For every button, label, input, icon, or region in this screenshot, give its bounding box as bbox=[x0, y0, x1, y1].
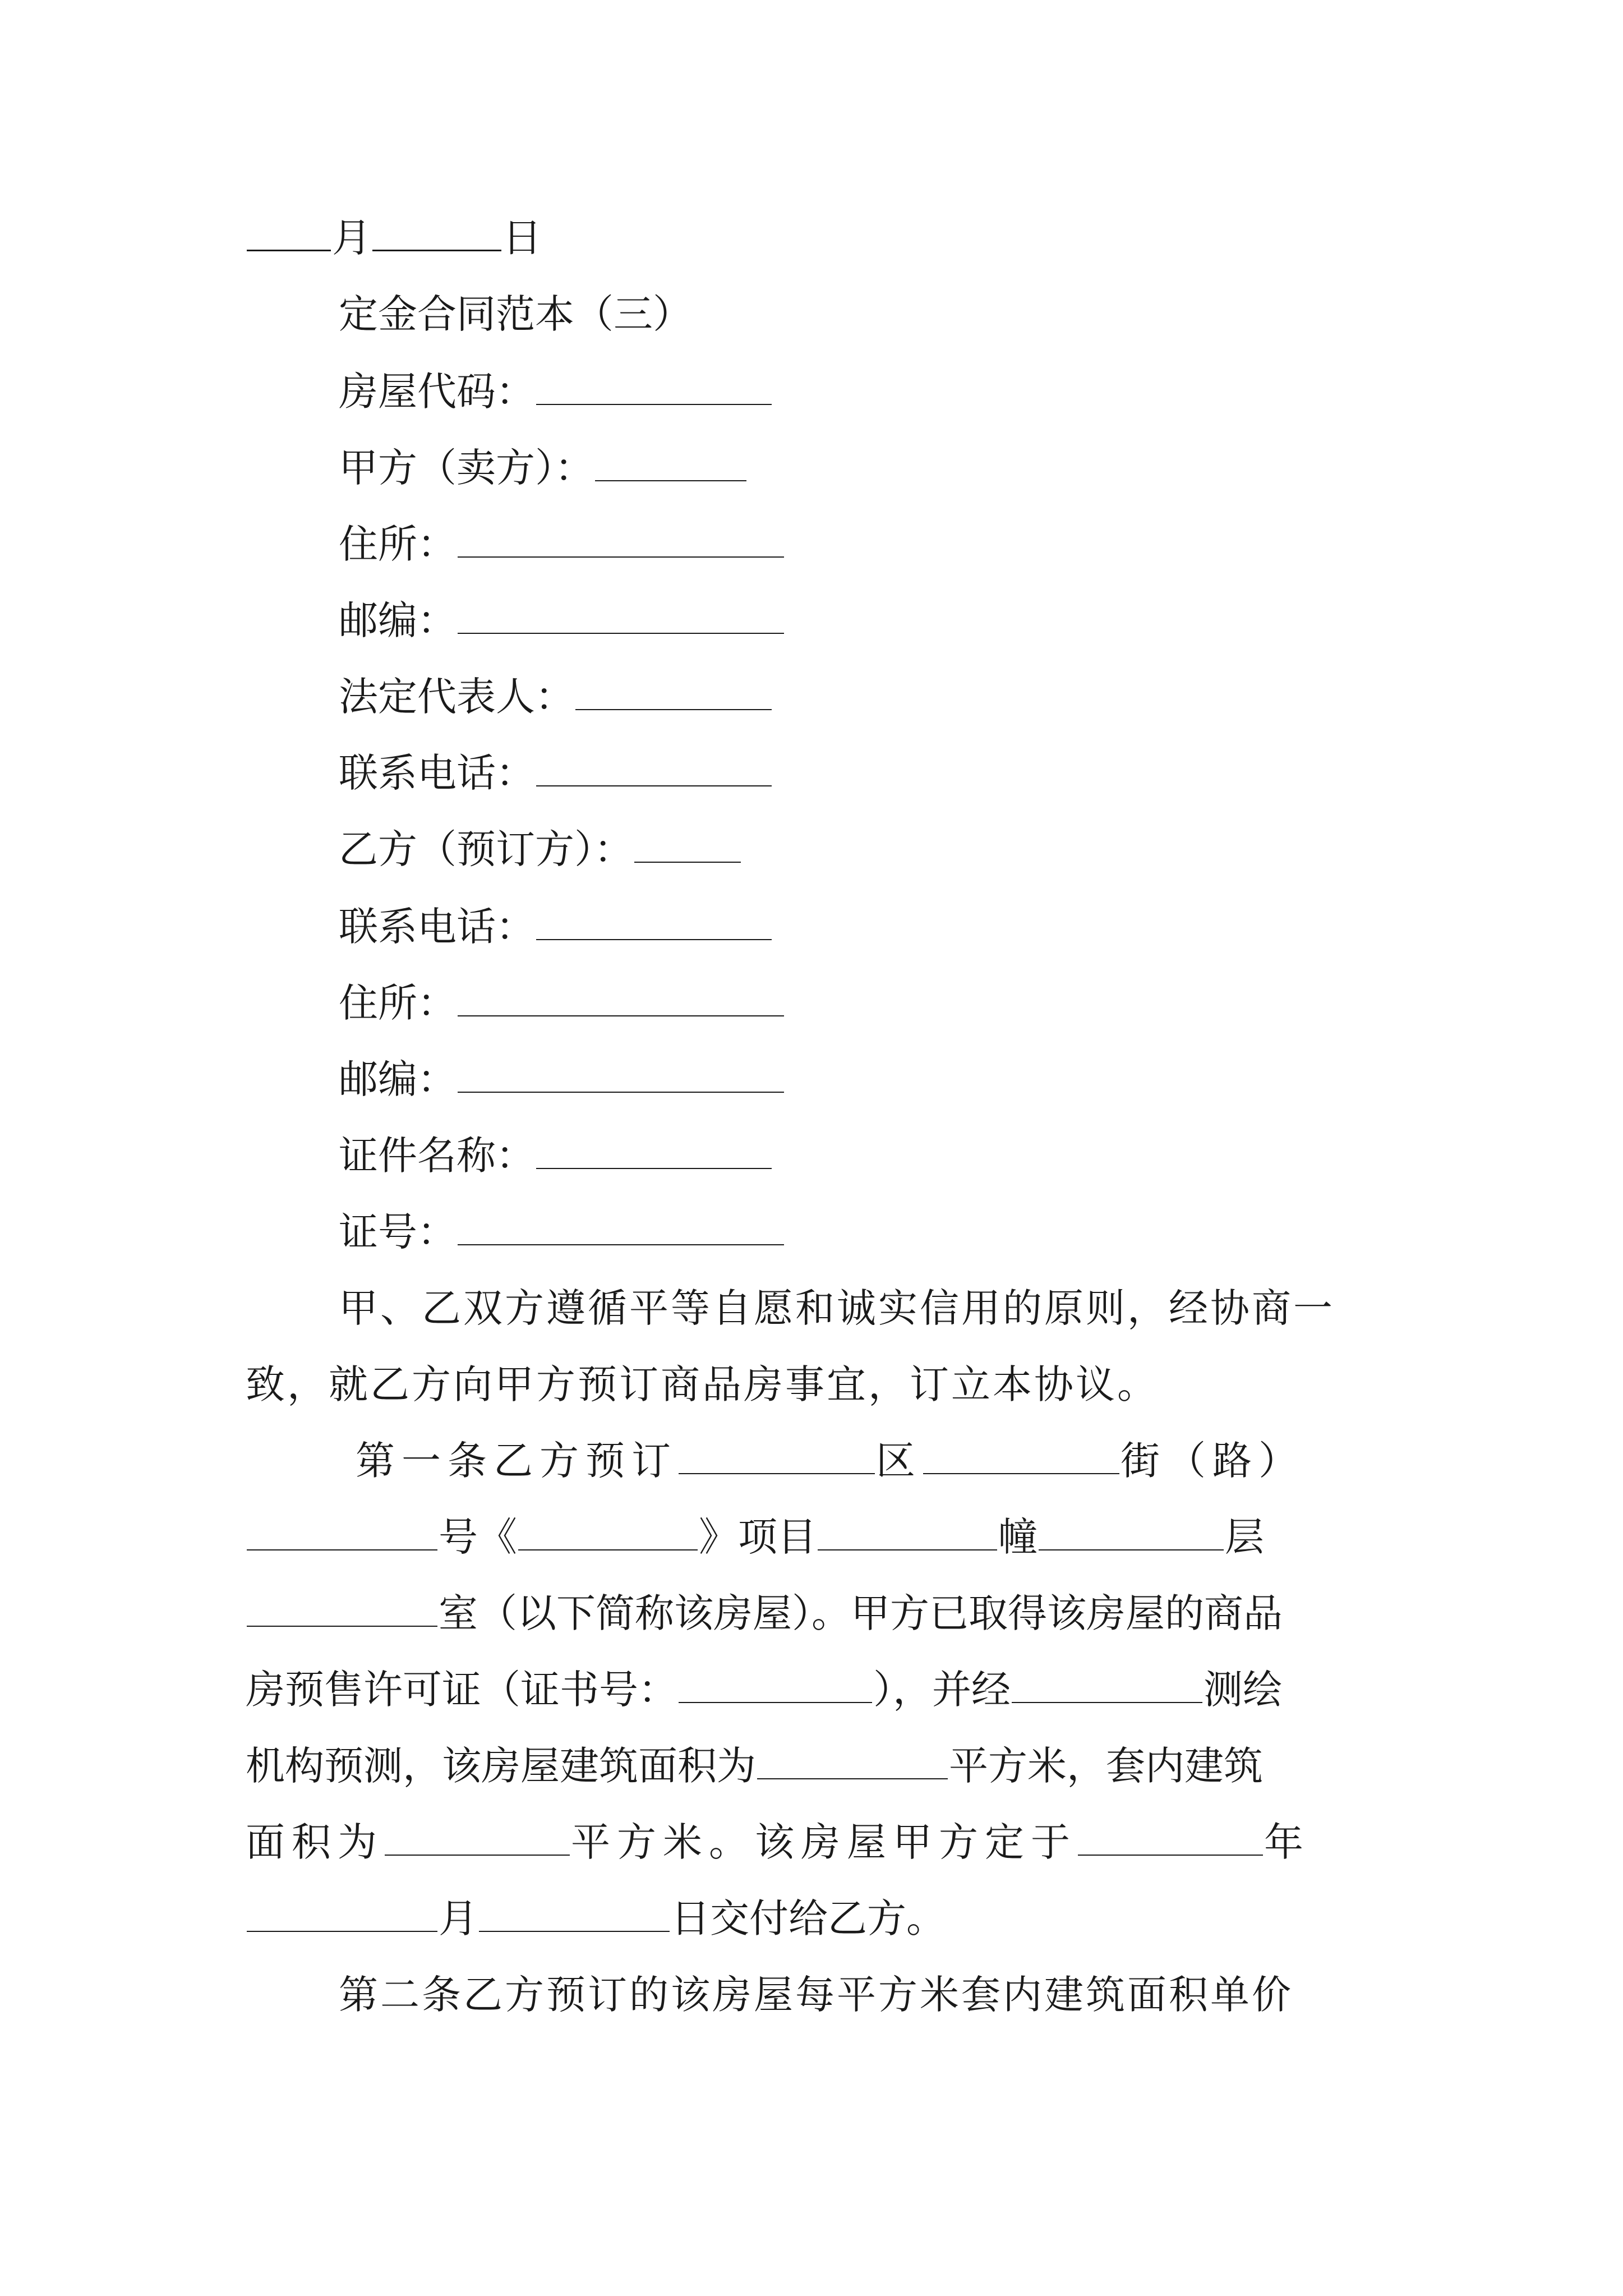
article1-text-6b: 平方米。该房屋甲方定于 bbox=[571, 1819, 1077, 1865]
article1-text-1b: 区 bbox=[876, 1438, 922, 1484]
project-blank bbox=[518, 1549, 698, 1550]
article1-text-7b: 日交付给乙方。 bbox=[671, 1895, 946, 1941]
article1-line-3 bbox=[246, 1590, 1283, 1637]
building-blank bbox=[818, 1549, 997, 1550]
article1-line-5 bbox=[246, 1742, 1263, 1789]
day-label: 日 bbox=[502, 215, 542, 261]
field-a-legal-rep bbox=[339, 673, 773, 720]
article1-line-2 bbox=[246, 1513, 1264, 1561]
delivery-month-blank bbox=[247, 1930, 437, 1932]
article1-text-5a: 机构预测，该房屋建筑面积为 bbox=[246, 1743, 756, 1789]
delivery-day-blank bbox=[479, 1930, 670, 1932]
party-b-label: 乙方（预订方）： bbox=[339, 826, 633, 872]
b-phone-blank bbox=[536, 938, 772, 940]
a-legal-rep-label: 法定代表人： bbox=[339, 674, 574, 720]
b-address-label: 住所： bbox=[339, 980, 457, 1026]
article1-text-4c: 测绘 bbox=[1204, 1667, 1282, 1713]
year-blank bbox=[1078, 1854, 1263, 1856]
b-id-name-label: 证件名称： bbox=[339, 1133, 535, 1179]
month-blank bbox=[247, 249, 331, 251]
article1-line-6 bbox=[246, 1819, 1310, 1866]
b-id-name-blank bbox=[536, 1167, 772, 1169]
article1-text-1c: 街（路） bbox=[1121, 1438, 1304, 1484]
article2-line-1: 第二条乙方预订的该房屋每平方米套内建筑面积单价 bbox=[339, 1972, 1293, 2018]
room-blank bbox=[247, 1625, 437, 1627]
a-address-label: 住所： bbox=[339, 521, 457, 567]
a-postcode-blank bbox=[458, 632, 784, 634]
b-postcode-label: 邮编： bbox=[339, 1056, 457, 1102]
survey-agency-blank bbox=[1012, 1701, 1202, 1703]
number-blank bbox=[247, 1549, 437, 1550]
field-party-a bbox=[339, 444, 748, 491]
article1-text-1a: 第一条乙方预订 bbox=[356, 1438, 677, 1484]
intro-line-1: 甲、乙双方遵循平等自愿和诚实信用的原则，经协商一 bbox=[339, 1285, 1335, 1331]
field-b-phone bbox=[339, 903, 773, 950]
district-blank bbox=[679, 1473, 875, 1474]
certificate-no-blank bbox=[679, 1701, 872, 1703]
field-b-id-name bbox=[339, 1132, 773, 1179]
street-blank bbox=[923, 1473, 1119, 1474]
house-code-label: 房屋代码： bbox=[339, 369, 535, 415]
article1-line-1 bbox=[356, 1437, 1304, 1484]
article1-text-7a: 月 bbox=[439, 1895, 478, 1941]
a-legal-rep-blank bbox=[575, 708, 772, 710]
a-address-blank bbox=[458, 556, 784, 558]
article1-text-5b: 平方米，套内建筑 bbox=[949, 1743, 1263, 1789]
field-a-phone bbox=[339, 749, 773, 797]
a-phone-blank bbox=[536, 785, 772, 786]
article1-text-2b: 》项目 bbox=[699, 1514, 817, 1560]
floor-blank bbox=[1039, 1549, 1224, 1550]
party-a-label: 甲方（卖方）： bbox=[339, 445, 594, 491]
field-b-postcode bbox=[339, 1056, 785, 1103]
document-title: 定金合同范本（三） bbox=[339, 291, 692, 337]
article1-line-7 bbox=[246, 1895, 946, 1942]
article1-text-3a: 室（以下简称该房屋）。甲方已取得该房屋的商品 bbox=[439, 1590, 1283, 1636]
intro-line-2: 致，就乙方向甲方预订商品房事宜，订立本协议。 bbox=[246, 1361, 1159, 1407]
article1-text-4b: ），并经 bbox=[873, 1667, 1011, 1713]
inner-area-blank bbox=[385, 1854, 570, 1856]
b-phone-label: 联系电话： bbox=[339, 904, 535, 950]
article1-text-2c: 幢 bbox=[998, 1514, 1038, 1560]
field-a-postcode bbox=[339, 597, 785, 644]
party-b-blank bbox=[634, 861, 741, 863]
article1-line-4 bbox=[246, 1666, 1282, 1713]
field-a-address bbox=[339, 521, 785, 568]
house-code-blank bbox=[536, 403, 772, 405]
b-address-blank bbox=[458, 1015, 784, 1016]
article1-text-2a: 号《 bbox=[439, 1514, 517, 1560]
building-area-blank bbox=[757, 1778, 948, 1779]
article1-text-2d: 层 bbox=[1225, 1514, 1264, 1560]
day-blank bbox=[372, 249, 501, 251]
b-id-no-label: 证号： bbox=[339, 1209, 457, 1255]
a-phone-label: 联系电话： bbox=[339, 750, 535, 796]
b-postcode-blank bbox=[458, 1091, 784, 1093]
month-label: 月 bbox=[332, 215, 371, 261]
article1-text-6c: 年 bbox=[1264, 1819, 1310, 1865]
field-b-id-no bbox=[339, 1208, 785, 1255]
field-party-b bbox=[339, 826, 742, 873]
b-id-no-blank bbox=[458, 1244, 784, 1245]
article1-text-6a: 面积为 bbox=[246, 1819, 384, 1865]
a-postcode-label: 邮编： bbox=[339, 597, 457, 643]
field-b-address bbox=[339, 979, 785, 1027]
field-house-code bbox=[339, 368, 773, 415]
article1-text-4a: 房预售许可证（证书号： bbox=[246, 1667, 677, 1713]
date-header-line bbox=[246, 214, 542, 261]
party-a-blank bbox=[595, 480, 746, 481]
